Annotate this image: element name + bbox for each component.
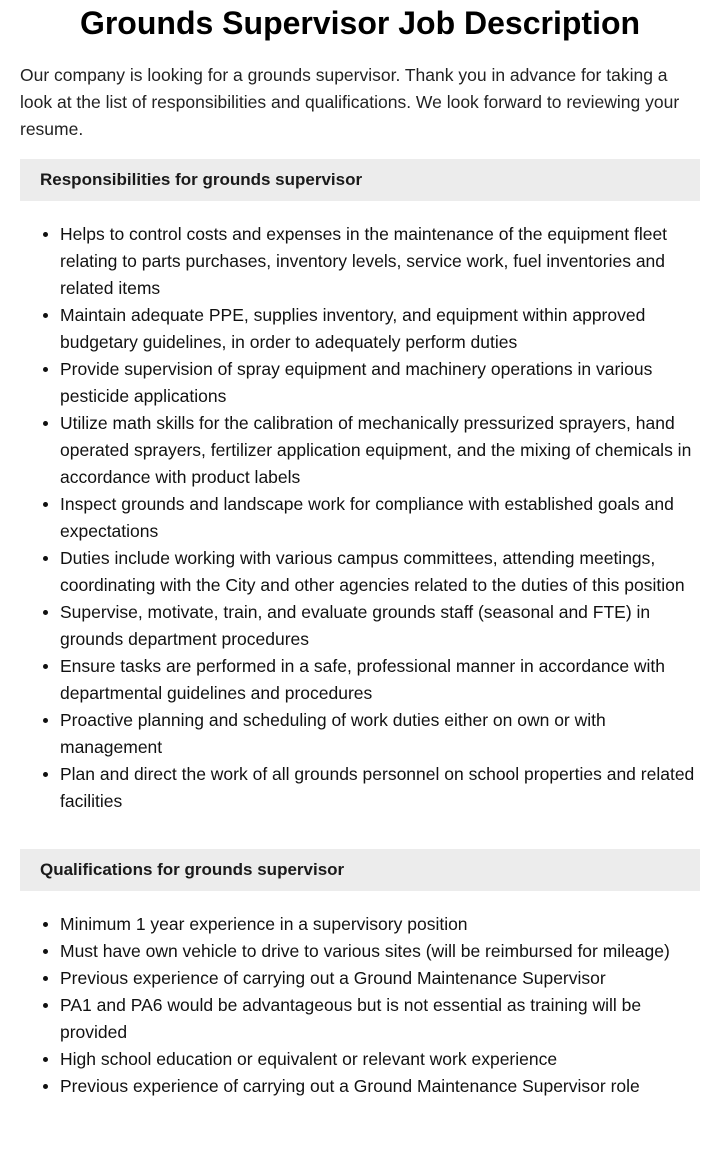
- qualifications-heading: Qualifications for grounds supervisor: [20, 849, 700, 891]
- list-item: PA1 and PA6 would be advantageous but is not essential as training will be provided: [60, 992, 700, 1046]
- list-item: Supervise, motivate, train, and evaluate grounds staff (seasonal and FTE) in grounds department procedures: [60, 599, 700, 653]
- section-spacer: [20, 815, 700, 833]
- list-item: Helps to control costs and expenses in the maintenance of the equipment fleet relating to parts purchases, inventory levels, service work, fuel inventories and related items: [60, 221, 700, 302]
- list-item: Previous experience of carrying out a Ground Maintenance Supervisor role: [60, 1073, 700, 1100]
- list-item: Plan and direct the work of all grounds personnel on school properties and related facilities: [60, 761, 700, 815]
- list-item: Provide supervision of spray equipment and machinery operations in various pesticide applications: [60, 356, 700, 410]
- list-item: Duties include working with various campus committees, attending meetings, coordinating with the City and other agencies related to the duties of this position: [60, 545, 700, 599]
- page-title: Grounds Supervisor Job Description: [79, 5, 641, 41]
- list-item: High school education or equivalent or relevant work experience: [60, 1046, 700, 1073]
- list-item: Minimum 1 year experience in a supervisory position: [60, 911, 700, 938]
- list-item: Maintain adequate PPE, supplies inventory, and equipment within approved budgetary guidelines, in order to adequately perform duties: [60, 302, 700, 356]
- list-item: Proactive planning and scheduling of work duties either on own or with management: [60, 707, 700, 761]
- list-item: Utilize math skills for the calibration of mechanically pressurized sprayers, hand operated sprayers, fertilizer application equipment, and the mixing of chemicals in accordance with product labels: [60, 410, 700, 491]
- list-item: Previous experience of carrying out a Ground Maintenance Supervisor: [60, 965, 700, 992]
- responsibilities-list: [20, 221, 700, 815]
- list-item: Ensure tasks are performed in a safe, professional manner in accordance with departmental guidelines and procedures: [60, 653, 700, 707]
- responsibilities-heading: Responsibilities for grounds supervisor: [20, 159, 700, 201]
- list-item: Inspect grounds and landscape work for compliance with established goals and expectations: [60, 491, 700, 545]
- list-item: Must have own vehicle to drive to various sites (will be reimbursed for mileage): [60, 938, 700, 965]
- qualifications-list: [20, 911, 700, 1100]
- intro-paragraph: Our company is looking for a grounds supervisor. Thank you in advance for taking a look at the list of responsibilities and qualifications. We look forward to reviewing your resume.: [20, 65, 680, 139]
